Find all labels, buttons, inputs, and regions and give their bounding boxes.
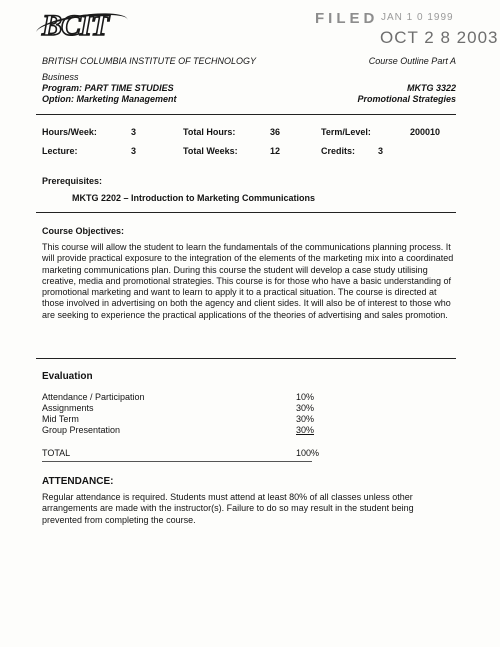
evaluation-total-label: TOTAL [42,448,71,458]
prerequisites-heading: Prerequisites: [42,176,103,186]
credits-value: 3 [378,146,384,156]
logo-text: BCIT [42,9,109,42]
term-level-value: 200010 [410,127,441,137]
credits-label: Credits: [321,146,356,156]
lecture-label: Lecture: [42,146,78,156]
total-weeks-value: 12 [270,146,281,156]
evaluation-row [42,403,342,414]
header-divider [36,114,456,115]
total-weeks-label: Total Weeks: [183,146,238,156]
evaluation-row [42,425,342,436]
option-line: Option: Marketing Management [42,94,177,104]
course-code: MKTG 3322 [406,83,456,93]
outline-part: Course Outline Part A [368,56,456,66]
hours-week-value: 3 [131,127,137,137]
program-line: Program: PART TIME STUDIES [42,83,174,93]
received-date-stamp: OCT 2 8 2003 [380,28,499,47]
objectives-divider [36,358,456,359]
course-title: Promotional Strategies [357,94,456,104]
evaluation-item-value: 30% [296,414,315,424]
evaluation-item-label: Mid Term [42,414,79,424]
evaluation-row [42,392,342,403]
objectives-text: This course will allow the student to learn the fundamentals of the communications planning process. It will provide practical exposure to the integration of the elements of the marketing mix into a coordinated marketing communications plan. During this course the student will develop a case study utilising creative, media and promotional strategies. This course is for those who have a basic understanding of promotional marketing and want to learn to apply it to a practical situation. The course is directed at those involved in advertising on both the agency and client sides. It will also be of interest to those who are seeking to experience the practical applications of the theories of advertising and sales promotion. [42,242,454,320]
total-underline [42,461,312,462]
term-level-label: Term/Level: [321,127,371,137]
school-name: Business [42,72,79,82]
attendance-text: Regular attendance is required. Students must attend at least 80% of all classes unless other arrangements are made with the instructor(s). Failure to do so may result in the student being prevented from completing the course. [42,492,414,525]
total-hours-label: Total Hours: [183,127,236,137]
evaluation-total-value: 100% [296,448,320,458]
evaluation-item-value: 30% [296,425,315,435]
filed-stamp: FILED [315,10,379,27]
hours-week-label: Hours/Week: [42,127,97,137]
attendance-heading: ATTENDANCE: [42,476,114,487]
evaluation-item-label: Attendance / Participation [42,392,145,402]
evaluation-item-value: 30% [296,403,315,413]
prerequisite-course: MKTG 2202 – Introduction to Marketing Communications [72,193,316,203]
lecture-value: 3 [131,146,137,156]
institution-name: BRITISH COLUMBIA INSTITUTE OF TECHNOLOGY [42,56,257,66]
evaluation-item-label: Group Presentation [42,425,121,435]
bcit-logo [42,9,122,43]
evaluation-total-row [42,448,342,459]
filed-date: JAN 1 0 1999 [381,12,454,23]
evaluation-item-label: Assignments [42,403,94,413]
evaluation-row [42,414,342,425]
total-hours-value: 36 [270,127,281,137]
evaluation-heading: Evaluation [42,371,93,382]
evaluation-item-value: 10% [296,392,315,402]
objectives-heading: Course Objectives: [42,226,125,236]
prerequisites-divider [36,212,456,213]
